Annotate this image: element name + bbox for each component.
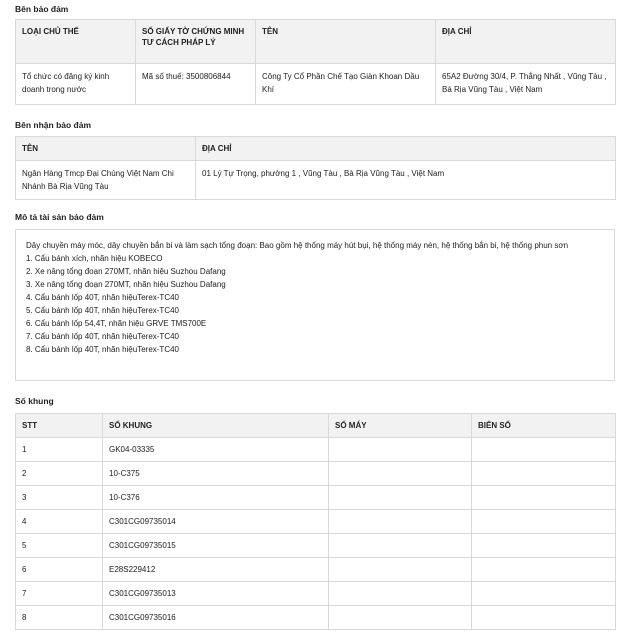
frames-header-plate-number: BIỂN SỐ: [472, 414, 616, 438]
asset-description-line: 5. Cẩu bánh lốp 40T, nhãn hiệuTerex-TC40: [26, 306, 179, 315]
pledgee-header-name: TÊN: [16, 137, 196, 161]
frame-number: C301CG09735016: [103, 606, 329, 630]
frame-stt: 3: [16, 486, 103, 510]
engine-number: [329, 606, 472, 630]
plate-number: [472, 462, 616, 486]
asset-description-line: 2. Xe nâng tổng đoạn 270MT, nhãn hiệu Suzhou Dafang: [26, 267, 226, 276]
frame-stt: 6: [16, 558, 103, 582]
frame-stt: 4: [16, 510, 103, 534]
frame-number: 10-C376: [103, 486, 329, 510]
engine-number: [329, 462, 472, 486]
frames-header-engine-number: SỐ MÁY: [329, 414, 472, 438]
plate-number: [472, 510, 616, 534]
pledgor-name: Công Ty Cổ Phần Chế Tạo Giàn Khoan Dầu Khí: [256, 64, 436, 105]
frame-stt: 2: [16, 462, 103, 486]
plate-number: [472, 582, 616, 606]
engine-number: [329, 558, 472, 582]
frame-number: E28S229412: [103, 558, 329, 582]
table-row: [16, 510, 616, 534]
engine-number: [329, 438, 472, 462]
frames-header-stt: STT: [16, 414, 103, 438]
pledgor-header-legal-doc: SỐ GIẤY TỜ CHỨNG MINH TƯ CÁCH PHÁP LÝ: [136, 20, 256, 64]
table-row: [16, 486, 616, 510]
pledgor-header-type: LOẠI CHỦ THỂ: [16, 20, 136, 64]
pledgee-table: [15, 136, 616, 200]
frame-stt: 8: [16, 606, 103, 630]
assets-section-title: Mô tả tài sản bảo đảm: [15, 212, 104, 222]
pledgee-section-title: Bên nhận bảo đảm: [15, 120, 92, 130]
asset-description: [15, 229, 615, 381]
asset-description-line: 7. Cẩu bánh lốp 40T, nhãn hiệuTerex-TC40: [26, 332, 179, 341]
frames-header-frame-number: SỐ KHUNG: [103, 414, 329, 438]
asset-description-line: 1. Cẩu bánh xích, nhãn hiệu KOBECO: [26, 254, 163, 263]
table-row: [16, 64, 616, 105]
frame-number: 10-C375: [103, 462, 329, 486]
asset-description-line: 8. Cẩu bánh lốp 40T, nhãn hiệuTerex-TC40: [26, 345, 179, 354]
pledgor-header-address: ĐỊA CHỈ: [436, 20, 616, 64]
pledgee-address: 01 Lý Tự Trọng, phường 1 , Vũng Tàu , Bà Rịa Vũng Tàu , Việt Nam: [196, 161, 616, 200]
table-row: [16, 161, 616, 200]
plate-number: [472, 438, 616, 462]
engine-number: [329, 534, 472, 558]
frame-stt: 1: [16, 438, 103, 462]
frames-table: [15, 413, 616, 630]
asset-description-line: Dây chuyền máy móc, dây chuyền bắn bi và làm sạch tổng đoạn: Bao gồm hệ thống máy hút bụi, hệ thống máy nén, hệ thống bắn bi, hệ thống phun sơn: [26, 241, 569, 250]
pledgee-header-address: ĐỊA CHỈ: [196, 137, 616, 161]
asset-description-line: 4. Cẩu bánh lốp 40T, nhãn hiệuTerex-TC40: [26, 293, 179, 302]
table-row: [16, 438, 616, 462]
frame-stt: 5: [16, 534, 103, 558]
pledgor-section-title: Bên bảo đảm: [15, 4, 69, 14]
plate-number: [472, 534, 616, 558]
pledgor-header-name: TÊN: [256, 20, 436, 64]
table-row: [16, 582, 616, 606]
frame-number: C301CG09735015: [103, 534, 329, 558]
plate-number: [472, 606, 616, 630]
table-row: [16, 558, 616, 582]
frames-section-title: Số khung: [15, 396, 54, 406]
asset-description-line: 6. Cẩu bánh lốp 54,4T, nhãn hiệu GRVE TMS700E: [26, 319, 207, 328]
engine-number: [329, 582, 472, 606]
pledgor-tax-code: Mã số thuế: 3500806844: [136, 64, 256, 105]
plate-number: [472, 486, 616, 510]
frame-number: C301CG09735014: [103, 510, 329, 534]
pledgee-name: Ngân Hàng Tmcp Đại Chúng Việt Nam Chi Nhánh Bà Rịa Vũng Tàu: [16, 161, 196, 200]
frame-number: C301CG09735013: [103, 582, 329, 606]
table-row: [16, 462, 616, 486]
engine-number: [329, 486, 472, 510]
frame-stt: 7: [16, 582, 103, 606]
frame-number: GK04-03335: [103, 438, 329, 462]
pledgor-type: Tổ chức có đăng ký kinh doanh trong nước: [16, 64, 136, 105]
table-row: [16, 534, 616, 558]
pledgor-table: [15, 19, 616, 105]
plate-number: [472, 558, 616, 582]
engine-number: [329, 510, 472, 534]
table-row: [16, 606, 616, 630]
asset-description-line: 3. Xe nâng tổng đoạn 270MT, nhãn hiệu Suzhou Dafang: [26, 280, 226, 289]
pledgor-address: 65A2 Đường 30/4, P. Thắng Nhất , Vũng Tàu , Bà Rịa Vũng Tàu , Việt Nam: [436, 64, 616, 105]
